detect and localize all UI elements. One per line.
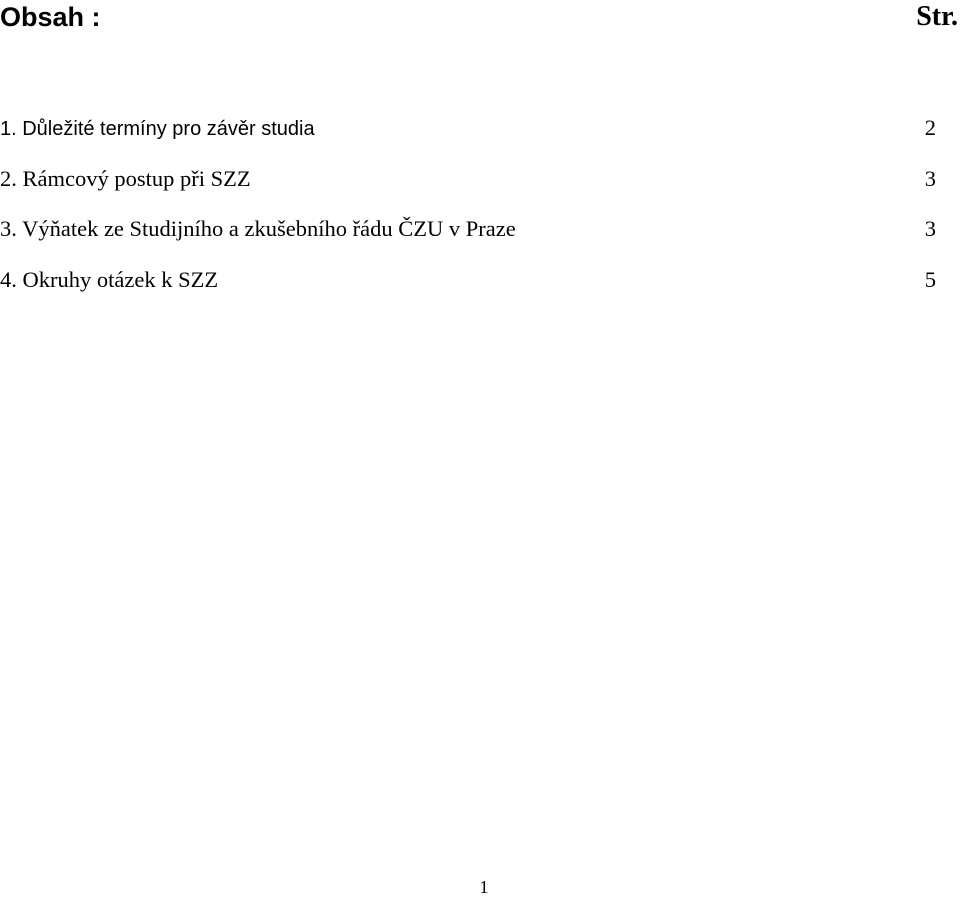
toc-item: [0, 265, 936, 295]
toc-item-title: 3. Výňatek ze Studijního a zkušebního řádu ČZU v Praze: [0, 216, 516, 241]
page-number: 1: [479, 877, 489, 897]
toc-heading: Obsah :: [0, 2, 101, 32]
toc-item-page: 2: [924, 115, 936, 140]
toc-item-title: 2. Rámcový postup při SZZ: [0, 166, 251, 191]
toc-item: [0, 214, 936, 244]
toc-item-page: 3: [924, 166, 936, 191]
toc-item-title: 1. Důležité termíny pro závěr studia: [0, 118, 315, 140]
toc-item: [0, 113, 936, 143]
toc-item: [0, 164, 936, 194]
toc-item-title: 4. Okruhy otázek k SZZ: [0, 267, 219, 292]
toc-item-page: 5: [924, 267, 936, 292]
page-column-heading: Str.: [916, 1, 958, 32]
toc-item-page: 3: [924, 216, 936, 241]
